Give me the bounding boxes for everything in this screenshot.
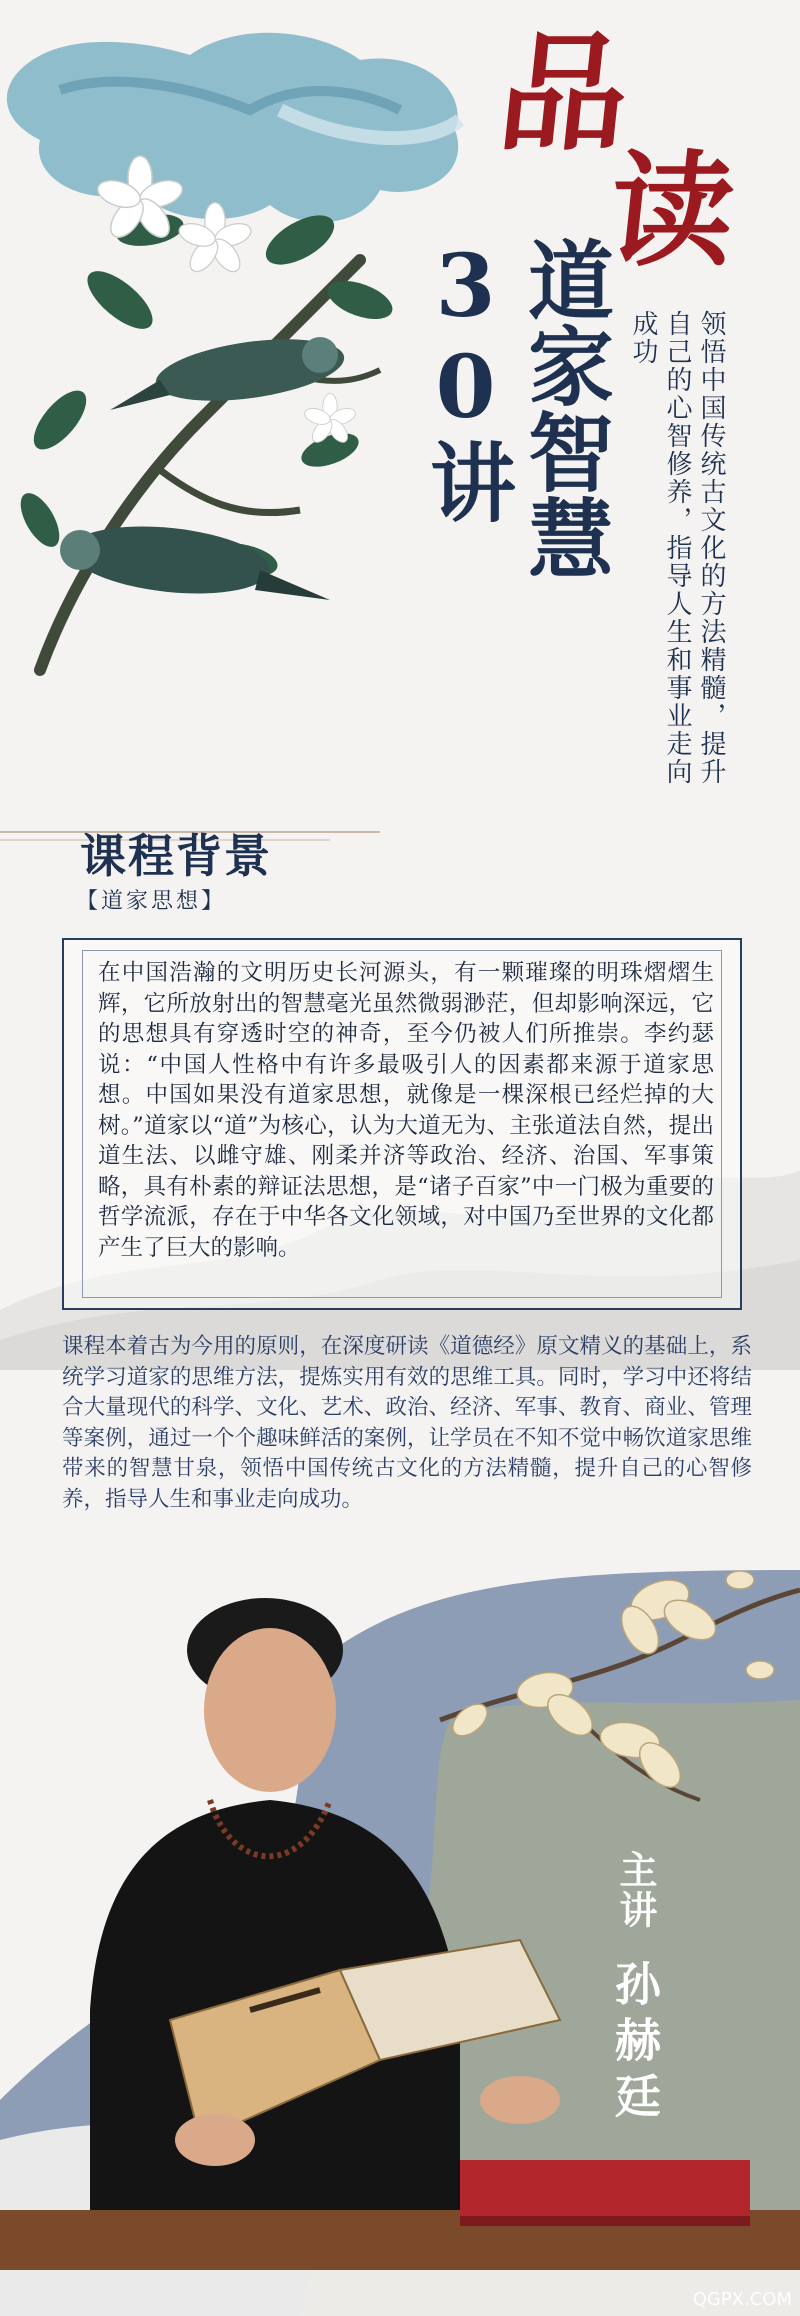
lecturer-scene (0, 1540, 800, 2316)
subtitle: 领悟中国传统古文化的方法精髓，提升自己的心智修养，指导人生和事业走向成功 (628, 310, 726, 786)
bird-lower (60, 518, 330, 603)
section-title: 课程背景 (80, 829, 272, 883)
section-tag: 【道家思想】 (76, 889, 227, 914)
ink-cloud (7, 33, 458, 222)
title-pin: 品 (492, 19, 630, 169)
background-text: 在中国浩瀚的文明历史长河源头，有一颗璀璨的明珠熠熠生辉，它所放射出的智慧毫光虽然微弱渺茫，但却影响深远，它的思想具有穿透时空的神奇，至今仍被人们所推崇。李约瑟说：“中国人性格中有许多最吸引人的因素都来源于道家思想。中国如果没有道家思想，就像是一棵深根已经烂掉的大树。”道家以“道”为核心，认为大道无为、主张道法自然，提出道生法、以雌守雄、刚柔并济等政治、经济、治国、军事策略，具有朴素的辩证法思想，是“诸子百家”中一门极为重要的哲学流派，存在于中华各文化领域，对中国乃至世界的文化都产生了巨大的影响。 (98, 960, 714, 1261)
title-du: 读 (602, 139, 742, 284)
bird-upper (110, 329, 348, 411)
watermark: QGPX.COM (692, 2289, 792, 2310)
main-title: 道家智慧30讲 (415, 236, 614, 580)
lecturer-label: 主讲 (613, 1850, 658, 1930)
lecturer-name: 孙赫廷 (608, 1960, 662, 2128)
course-description: 课程本着古为今用的原则，在深度研读《道德经》原文精义的基础上，系统学习道家的思维方法，提炼实用有效的思维工具。同时，学习中还将结合大量现代的科学、文化、艺术、政治、经济、军事、教育、商业、管理等案例，通过一个个趣味鲜活的案例，让学员在不知不觉中畅饮道家思维带来的智慧甘泉，领悟中国传统古文化的方法精髓，提升自己的心智修养，指导人生和事业走向成功。 (62, 1334, 752, 1512)
